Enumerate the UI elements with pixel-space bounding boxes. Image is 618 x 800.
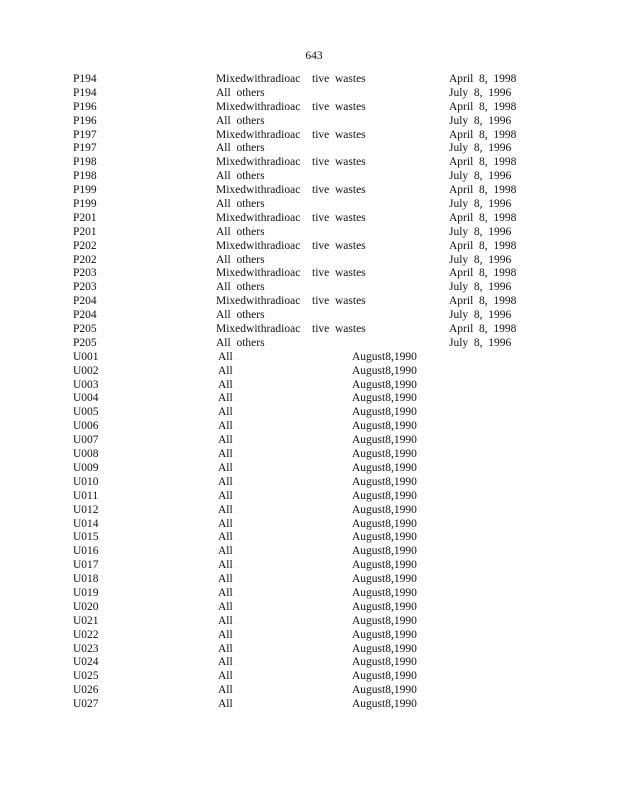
effective-date: July 8, 1996 [449, 336, 512, 349]
table-row [0, 462, 618, 476]
waste-description: All [218, 586, 233, 599]
waste-code: P205 [73, 336, 97, 349]
table-row [0, 184, 618, 198]
effective-date: August8,1990 [352, 448, 417, 461]
waste-description: All [218, 392, 233, 405]
table-row [0, 587, 618, 601]
effective-date: August8,1990 [352, 406, 417, 419]
waste-code: U006 [73, 420, 99, 433]
waste-description: All [218, 461, 233, 474]
waste-description: All [218, 642, 233, 655]
effective-date: August8,1990 [352, 531, 417, 544]
table-row [0, 531, 618, 545]
waste-code: P198 [73, 156, 97, 169]
waste-description: All others [216, 225, 265, 238]
waste-code: P201 [73, 225, 97, 238]
table-row [0, 504, 618, 518]
waste-code: U027 [73, 698, 99, 711]
waste-code: P197 [73, 128, 97, 141]
table-row [0, 615, 618, 629]
table-row [0, 698, 618, 712]
waste-description: Mixedwithradioac [216, 100, 301, 113]
waste-code: P203 [73, 281, 97, 294]
waste-code: U025 [73, 670, 99, 683]
effective-date: July 8, 1996 [449, 86, 512, 99]
waste-description: All [218, 406, 233, 419]
effective-date: August8,1990 [352, 614, 417, 627]
table-row [0, 351, 618, 365]
waste-code: U020 [73, 600, 99, 613]
table-row [0, 212, 618, 226]
table-row [0, 170, 618, 184]
waste-description: All others [216, 253, 265, 266]
effective-date: April 8, 1998 [449, 267, 517, 280]
effective-date: July 8, 1996 [449, 281, 512, 294]
table-row [0, 309, 618, 323]
waste-description: All [218, 475, 233, 488]
effective-date: July 8, 1996 [449, 225, 512, 238]
waste-description: Mixedwithradioac [216, 156, 301, 169]
effective-date: April 8, 1998 [449, 184, 517, 197]
waste-description: All others [216, 309, 265, 322]
effective-date: August8,1990 [352, 503, 417, 516]
effective-date: April 8, 1998 [449, 156, 517, 169]
waste-code: P201 [73, 211, 97, 224]
waste-description: Mixedwithradioac [216, 211, 301, 224]
waste-code: U018 [73, 573, 99, 586]
waste-description: All [218, 559, 233, 572]
waste-description: Mixedwithradioac [216, 73, 301, 85]
table-row [0, 670, 618, 684]
waste-description: All others [216, 142, 265, 155]
page-number: 643 [305, 50, 323, 62]
waste-code: U014 [73, 517, 99, 530]
table-row [0, 226, 618, 240]
table-row [0, 240, 618, 254]
table-row [0, 87, 618, 101]
effective-date: August8,1990 [352, 684, 417, 697]
effective-date: April 8, 1998 [449, 211, 517, 224]
waste-description: All [218, 350, 233, 363]
effective-date: August8,1990 [352, 420, 417, 433]
table-row [0, 254, 618, 268]
table-row [0, 129, 618, 143]
table-row [0, 656, 618, 670]
waste-description: All others [216, 170, 265, 183]
table-row [0, 392, 618, 406]
waste-code: P197 [73, 142, 97, 155]
waste-code: U004 [73, 392, 99, 405]
waste-description-continued: tive wastes [312, 323, 366, 336]
waste-description: All [218, 434, 233, 447]
table-row [0, 379, 618, 393]
effective-date: August8,1990 [352, 517, 417, 530]
effective-date: July 8, 1996 [449, 142, 512, 155]
effective-date: April 8, 1998 [449, 323, 517, 336]
waste-code: U026 [73, 684, 99, 697]
table-row [0, 518, 618, 532]
effective-date: August8,1990 [352, 642, 417, 655]
u-code-section [0, 351, 618, 712]
waste-description: All [218, 614, 233, 627]
waste-description: Mixedwithradioac [216, 323, 301, 336]
effective-date: July 8, 1996 [449, 114, 512, 127]
effective-date: August8,1990 [352, 461, 417, 474]
waste-code: U003 [73, 378, 99, 391]
waste-description: All [218, 378, 233, 391]
waste-description-continued: tive wastes [312, 267, 366, 280]
waste-code: U011 [73, 489, 99, 502]
effective-date: August8,1990 [352, 559, 417, 572]
table-row [0, 323, 618, 337]
effective-date: August8,1990 [352, 489, 417, 502]
waste-description: All [218, 656, 233, 669]
waste-description: All [218, 420, 233, 433]
waste-code: P196 [73, 100, 97, 113]
waste-code: P194 [73, 73, 97, 85]
table-row [0, 684, 618, 698]
effective-date: August8,1990 [352, 350, 417, 363]
table-row [0, 448, 618, 462]
waste-code: U007 [73, 434, 99, 447]
waste-description: Mixedwithradioac [216, 239, 301, 252]
waste-description: All [218, 489, 233, 502]
waste-description: All others [216, 86, 265, 99]
waste-code: U015 [73, 531, 99, 544]
effective-date: July 8, 1996 [449, 170, 512, 183]
waste-description-continued: tive wastes [312, 239, 366, 252]
waste-description: All [218, 531, 233, 544]
table-row [0, 267, 618, 281]
table-row [0, 643, 618, 657]
effective-date: July 8, 1996 [449, 309, 512, 322]
waste-description: Mixedwithradioac [216, 267, 301, 280]
effective-date: August8,1990 [352, 670, 417, 683]
waste-code: P194 [73, 86, 97, 99]
table-row [0, 337, 618, 351]
waste-description-continued: tive wastes [312, 156, 366, 169]
table-row [0, 406, 618, 420]
waste-code: U023 [73, 642, 99, 655]
effective-date: August8,1990 [352, 378, 417, 391]
waste-code: P202 [73, 253, 97, 266]
table-row [0, 198, 618, 212]
effective-date: August8,1990 [352, 698, 417, 711]
waste-description: All [218, 684, 233, 697]
waste-code: U022 [73, 628, 99, 641]
effective-date: July 8, 1996 [449, 198, 512, 211]
waste-description: All [218, 670, 233, 683]
waste-code: U009 [73, 461, 99, 474]
waste-description-continued: tive wastes [312, 211, 366, 224]
waste-code: P202 [73, 239, 97, 252]
waste-code: P203 [73, 267, 97, 280]
waste-code: P196 [73, 114, 97, 127]
table-row [0, 545, 618, 559]
waste-code: P204 [73, 309, 97, 322]
waste-description-continued: tive wastes [312, 184, 366, 197]
effective-date: August8,1990 [352, 475, 417, 488]
waste-description-continued: tive wastes [312, 295, 366, 308]
waste-description: All others [216, 114, 265, 127]
waste-description: All [218, 517, 233, 530]
table-row [0, 142, 618, 156]
table-row [0, 573, 618, 587]
effective-date: August8,1990 [352, 600, 417, 613]
table-row [0, 420, 618, 434]
table-row [0, 115, 618, 129]
effective-date: August8,1990 [352, 545, 417, 558]
table-row [0, 73, 618, 87]
table-row [0, 365, 618, 379]
waste-code: U005 [73, 406, 99, 419]
waste-description: All [218, 573, 233, 586]
table-row [0, 156, 618, 170]
waste-code: U021 [73, 614, 99, 627]
waste-description: All [218, 545, 233, 558]
table-row [0, 601, 618, 615]
effective-date: August8,1990 [352, 628, 417, 641]
waste-description: All [218, 364, 233, 377]
effective-date: August8,1990 [352, 364, 417, 377]
waste-code: P205 [73, 323, 97, 336]
waste-code: P204 [73, 295, 97, 308]
waste-code: U012 [73, 503, 99, 516]
effective-date: April 8, 1998 [449, 239, 517, 252]
waste-description-continued: tive wastes [312, 100, 366, 113]
waste-description: All others [216, 336, 265, 349]
waste-description-continued: tive wastes [312, 128, 366, 141]
waste-description: All others [216, 281, 265, 294]
waste-description: All others [216, 198, 265, 211]
table-row [0, 476, 618, 490]
waste-description: All [218, 600, 233, 613]
waste-code: P199 [73, 198, 97, 211]
table-row [0, 629, 618, 643]
effective-date: August8,1990 [352, 656, 417, 669]
effective-date: April 8, 1998 [449, 73, 517, 85]
waste-description: Mixedwithradioac [216, 184, 301, 197]
table-row [0, 490, 618, 504]
waste-code: U008 [73, 448, 99, 461]
table-row [0, 281, 618, 295]
waste-code: P199 [73, 184, 97, 197]
effective-date: April 8, 1998 [449, 295, 517, 308]
p-code-section [0, 73, 618, 351]
table-row [0, 101, 618, 115]
waste-code: P198 [73, 170, 97, 183]
waste-code: U017 [73, 559, 99, 572]
waste-description: Mixedwithradioac [216, 295, 301, 308]
effective-date: April 8, 1998 [449, 128, 517, 141]
waste-description-continued: tive wastes [312, 73, 366, 85]
effective-date: July 8, 1996 [449, 253, 512, 266]
table-row [0, 559, 618, 573]
waste-description: All [218, 698, 233, 711]
effective-date: April 8, 1998 [449, 100, 517, 113]
waste-code-table [0, 73, 618, 712]
effective-date: August8,1990 [352, 392, 417, 405]
table-row [0, 434, 618, 448]
waste-code: U016 [73, 545, 99, 558]
effective-date: August8,1990 [352, 573, 417, 586]
waste-description: Mixedwithradioac [216, 128, 301, 141]
waste-code: U001 [73, 350, 99, 363]
waste-code: U019 [73, 586, 99, 599]
waste-code: U002 [73, 364, 99, 377]
effective-date: August8,1990 [352, 434, 417, 447]
table-row [0, 295, 618, 309]
waste-code: U010 [73, 475, 99, 488]
waste-description: All [218, 448, 233, 461]
effective-date: August8,1990 [352, 586, 417, 599]
waste-description: All [218, 628, 233, 641]
waste-code: U024 [73, 656, 99, 669]
waste-description: All [218, 503, 233, 516]
